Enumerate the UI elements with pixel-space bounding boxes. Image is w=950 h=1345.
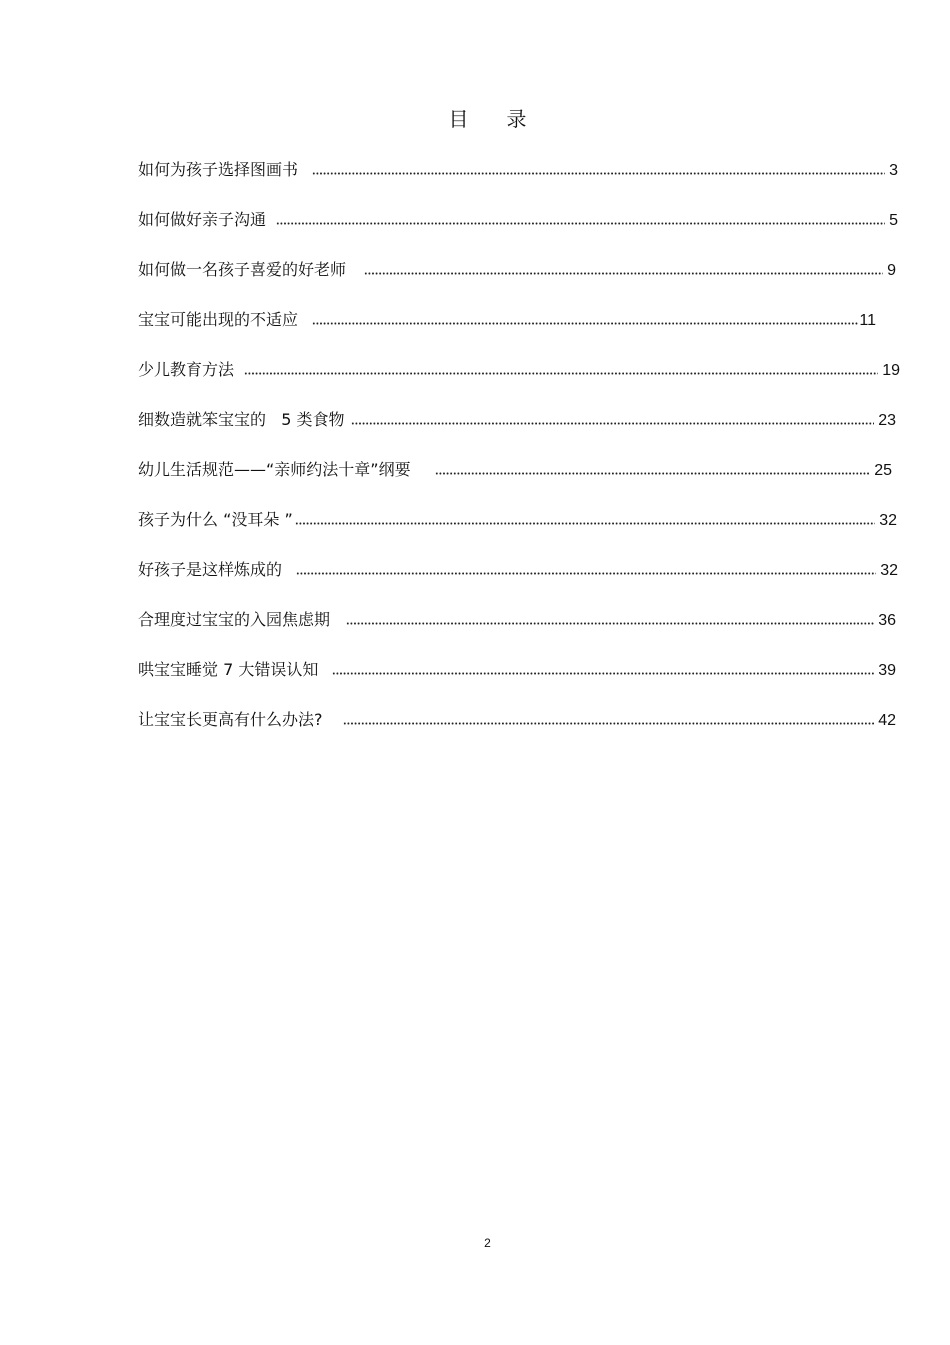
toc-entry-page: 42 [878, 712, 896, 729]
toc-dot-leader [312, 307, 859, 325]
toc-dot-leader [343, 707, 875, 725]
toc-entry-page: 23 [878, 412, 896, 429]
toc-entry [138, 150, 898, 180]
page-number: 2 [484, 1236, 491, 1250]
toc-dot-leader [296, 557, 876, 575]
toc-entry-page: 19 [882, 362, 900, 379]
toc-entry-page: 3 [889, 162, 898, 179]
toc-dot-leader [276, 207, 885, 225]
toc-title [0, 103, 950, 132]
toc-entry [138, 600, 896, 630]
toc-entry-page: 9 [887, 262, 896, 279]
toc-entry-label: 哄宝宝睡觉 7 大错误认知 [138, 660, 319, 679]
toc-entry-label: 细数造就笨宝宝的 5 类食物 [138, 410, 345, 429]
toc-dot-leader [295, 507, 875, 525]
toc-dot-leader [435, 457, 871, 475]
toc-entry-page: 11 [859, 312, 876, 329]
toc-entry-page: 36 [878, 612, 896, 629]
toc-entry-page: 32 [880, 562, 898, 579]
toc-entry [138, 650, 896, 680]
toc-dot-leader [351, 407, 875, 425]
toc-entry-label: 让宝宝长更高有什么办法? [138, 710, 323, 729]
toc-entry-label: 好孩子是这样炼成的 [138, 560, 283, 579]
toc-entry-label: 如何为孩子选择图画书 [138, 160, 299, 179]
toc-entry-page: 39 [878, 662, 896, 679]
toc-entry [138, 350, 900, 380]
toc-entry-label: 如何做一名孩子喜爱的好老师 [138, 260, 347, 279]
toc-entry [138, 250, 896, 280]
toc-entry [138, 550, 898, 580]
toc-entry-label: 宝宝可能出现的不适应 [138, 310, 299, 329]
toc-entry-label: 如何做好亲子沟通 [138, 210, 267, 229]
toc-dot-leader [346, 607, 874, 625]
toc-entry [138, 400, 896, 430]
toc-entry-label: 幼儿生活规范——“亲师约法十章”纲要 [138, 460, 411, 479]
toc-entry [138, 450, 892, 480]
toc-entry-label: 孩子为什么 “没耳朵 ” [138, 510, 293, 529]
toc-dot-leader [244, 357, 878, 375]
toc-entry-label: 少儿教育方法 [138, 360, 235, 379]
toc-dot-leader [312, 157, 885, 175]
toc-title-char-1: 目 [448, 107, 469, 131]
toc-entry-page: 5 [889, 212, 898, 229]
toc-entry-page: 32 [879, 512, 897, 529]
toc-title-char-2: 录 [506, 107, 527, 131]
toc-entry-page: 25 [874, 462, 892, 479]
toc-dot-leader [332, 657, 874, 675]
toc-entry [138, 300, 876, 330]
toc-entry [138, 200, 898, 230]
toc-entry-label: 合理度过宝宝的入园焦虑期 [138, 610, 331, 629]
toc-entry [138, 500, 897, 530]
toc-entry [138, 700, 896, 730]
toc-dot-leader [364, 257, 883, 275]
